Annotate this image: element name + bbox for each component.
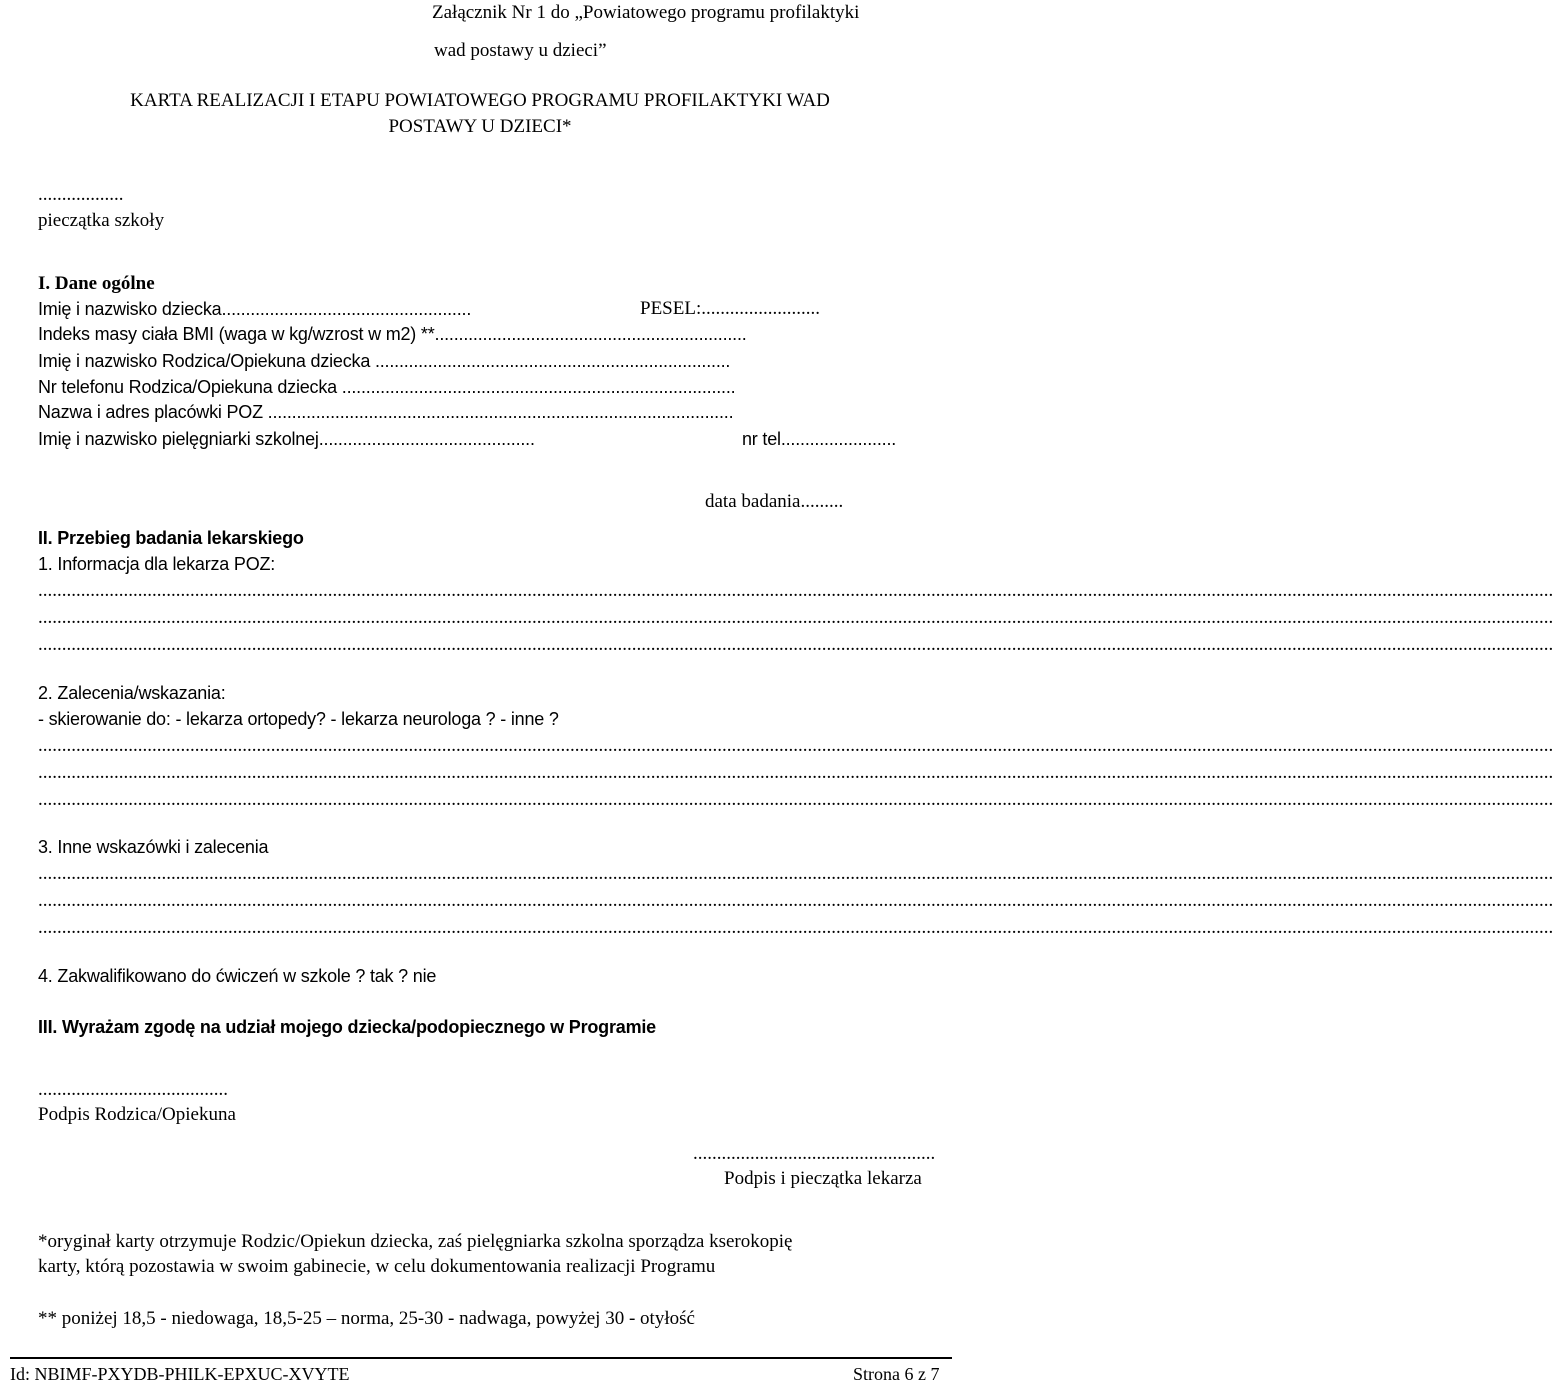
other-guidance-label: 3. Inne wskazówki i zalecenia [38,837,269,857]
other-guidance-dotted-line: ............................................................................................................................................................................................................................................................................................................................... [38,917,1553,938]
annex-header-line1: Załącznik Nr 1 do „Powiatowego programu profilaktyki [432,2,860,23]
form-title-line2: POSTAWY U DZIECI* [388,116,572,137]
recommendations-label: 2. Zalecenia/wskazania: [38,683,226,703]
doctor-signature-dots: ................................................... [693,1143,936,1164]
document-id: Id: NBIMF-PXYDB-PHILK-EPXUC-XVYTE [10,1364,350,1384]
recommendations-dotted-line: ............................................................................................................................................................................................................................................................................................................................... [38,762,1553,783]
section3-consent-heading: III. Wyrażam zgodę na udział mojego dziecka/podopiecznego w Programie [38,1017,656,1037]
poz-info-dotted-line: ............................................................................................................................................................................................................................................................................................................................... [38,634,1553,655]
school-stamp-dots: .................. [38,184,124,205]
recommendations-dotted-line: ............................................................................................................................................................................................................................................................................................................................... [38,789,1553,810]
other-guidance-dotted-line: ............................................................................................................................................................................................................................................................................................................................... [38,890,1553,911]
section1-heading: I. Dane ogólne [38,273,155,294]
bmi-field: Indeks masy ciała BMI (waga w kg/wzrost w m2) **................................................................. [38,324,747,344]
poz-info-dotted-line: ............................................................................................................................................................................................................................................................................................................................... [38,580,1553,601]
doctor-signature-label: Podpis i pieczątka lekarza [724,1168,922,1189]
other-guidance-dotted-line: ............................................................................................................................................................................................................................................................................................................................... [38,863,1553,884]
parent-signature-label: Podpis Rodzica/Opiekuna [38,1104,236,1125]
exercise-qualification: 4. Zakwalifikowano do ćwiczeń w szkole ? tak ? nie [38,966,437,986]
referral-options: - skierowanie do: - lekarza ortopedy? - lekarza neurologa ? - inne ? [38,709,559,729]
parent-signature-dots: ........................................ [38,1079,228,1100]
parent-name-field: Imię i nazwisko Rodzica/Opiekuna dziecka .......................................................................... [38,351,731,371]
annex-header-line2: wad postawy u dzieci” [434,40,607,61]
page-number: Strona 6 z 7 [853,1364,940,1384]
footnote-bmi-ranges: ** poniżej 18,5 - niedowaga, 18,5-25 – norma, 25-30 - nadwaga, powyżej 30 - otyłość [38,1308,695,1329]
footer-divider [10,1357,952,1359]
poz-info-label: 1. Informacja dla lekarza POZ: [38,554,276,574]
footnote-original-card-line2: karty, którą pozostawia w swoim gabinecie, w celu dokumentowania realizacji Programu [38,1256,716,1277]
pesel-field: PESEL:......................... [640,298,820,319]
form-title-line1: KARTA REALIZACJI I ETAPU POWIATOWEGO PROGRAMU PROFILAKTYKI WAD [130,90,830,111]
nurse-phone-field: nr tel........................ [742,429,897,449]
child-name-field: Imię i nazwisko dziecka.................................................... [38,299,472,319]
recommendations-dotted-line: ............................................................................................................................................................................................................................................................................................................................... [38,735,1553,756]
poz-info-dotted-line: ............................................................................................................................................................................................................................................................................................................................... [38,607,1553,628]
footnote-original-card-line1: *oryginał karty otrzymuje Rodzic/Opiekun dziecka, zaś pielęgniarka szkolna sporządza kserokopię [38,1231,793,1252]
school-nurse-field: Imię i nazwisko pielęgniarki szkolnej............................................. [38,429,535,449]
parent-phone-field: Nr telefonu Rodzica/Opiekuna dziecka .................................................................................. [38,377,736,397]
poz-facility-field: Nazwa i adres placówki POZ ................................................................................................. [38,402,734,422]
school-stamp-label: pieczątka szkoły [38,210,165,231]
section2-heading: II. Przebieg badania lekarskiego [38,528,304,548]
exam-date-field: data badania......... [705,491,844,512]
